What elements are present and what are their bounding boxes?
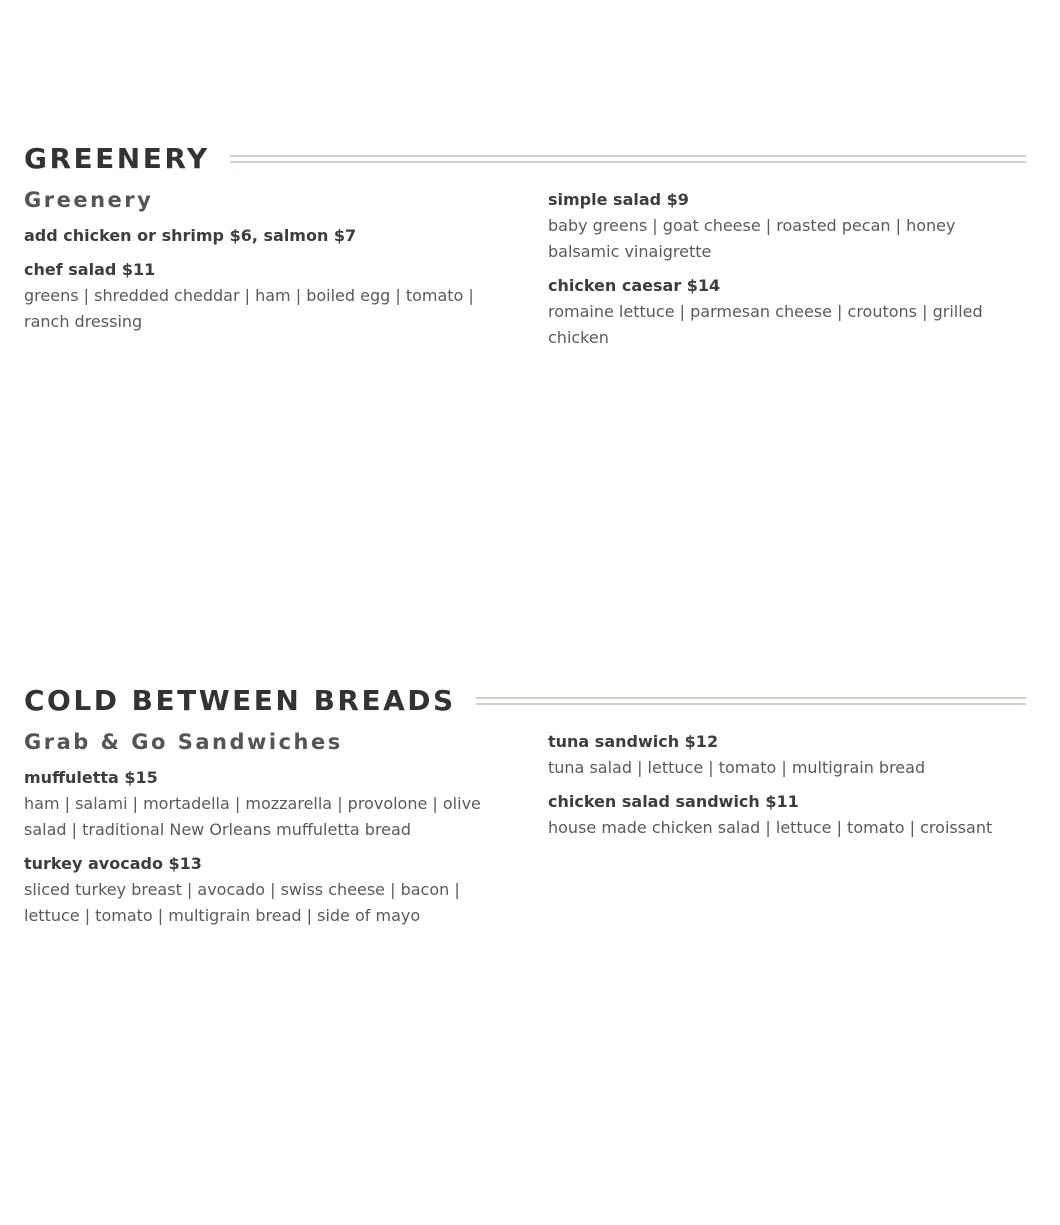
menu-item-description: greens | shredded cheddar | ham | boiled egg | tomato | ranch dressing [24, 286, 474, 331]
menu-item-description: baby greens | goat cheese | roasted pecan | honey balsamic vinaigrette [548, 216, 956, 261]
menu-item-name: simple salad $9 [548, 190, 689, 209]
section-subtitle: Greenery [24, 188, 154, 212]
menu-item-description: ham | salami | mortadella | mozzarella | provolone | olive salad | traditional New Orleans muffuletta bread [24, 794, 481, 839]
menu-item-name: turkey avocado $13 [24, 854, 202, 873]
menu-column-left [24, 185, 504, 359]
section-header [24, 141, 1026, 177]
menu-item-chicken-caesar [548, 273, 1026, 351]
menu-column-left [24, 727, 504, 937]
section-header [24, 683, 1026, 719]
greenery-section [24, 141, 1026, 359]
menu-item-chef-salad [24, 257, 504, 335]
menu-column-right [548, 727, 1026, 937]
menu-item-description: sliced turkey breast | avocado | swiss cheese | bacon | lettuce | tomato | multigrain bread | side of mayo [24, 880, 460, 925]
section-divider [476, 697, 1026, 705]
menu-item-turkey-avocado [24, 851, 504, 929]
cold-between-breads-section [24, 683, 1026, 937]
menu-item-tuna-sandwich [548, 729, 1026, 781]
section-title: COLD BETWEEN BREADS [24, 684, 456, 717]
menu-item-simple-salad [548, 187, 1026, 265]
menu-item-name: tuna sandwich $12 [548, 732, 719, 751]
section-title: GREENERY [24, 142, 210, 175]
menu-columns [24, 727, 1026, 937]
menu-item-muffuletta [24, 765, 504, 843]
section-divider [230, 155, 1026, 163]
menu-item-description: romaine lettuce | parmesan cheese | croutons | grilled chicken [548, 302, 983, 347]
section-subtitle: Grab & Go Sandwiches [24, 730, 343, 754]
add-on-note: add chicken or shrimp $6, salmon $7 [24, 226, 357, 245]
menu-item-description: tuna salad | lettuce | tomato | multigrain bread [548, 758, 926, 777]
menu-column-right [548, 185, 1026, 359]
menu-item-name: chef salad $11 [24, 260, 156, 279]
menu-item-description: house made chicken salad | lettuce | tomato | croissant [548, 818, 993, 837]
menu-item-name: chicken caesar $14 [548, 276, 721, 295]
menu-item-name: chicken salad sandwich $11 [548, 792, 799, 811]
menu-columns [24, 185, 1026, 359]
menu-item-name: muffuletta $15 [24, 768, 158, 787]
menu-item-chicken-salad-sandwich [548, 789, 1026, 841]
